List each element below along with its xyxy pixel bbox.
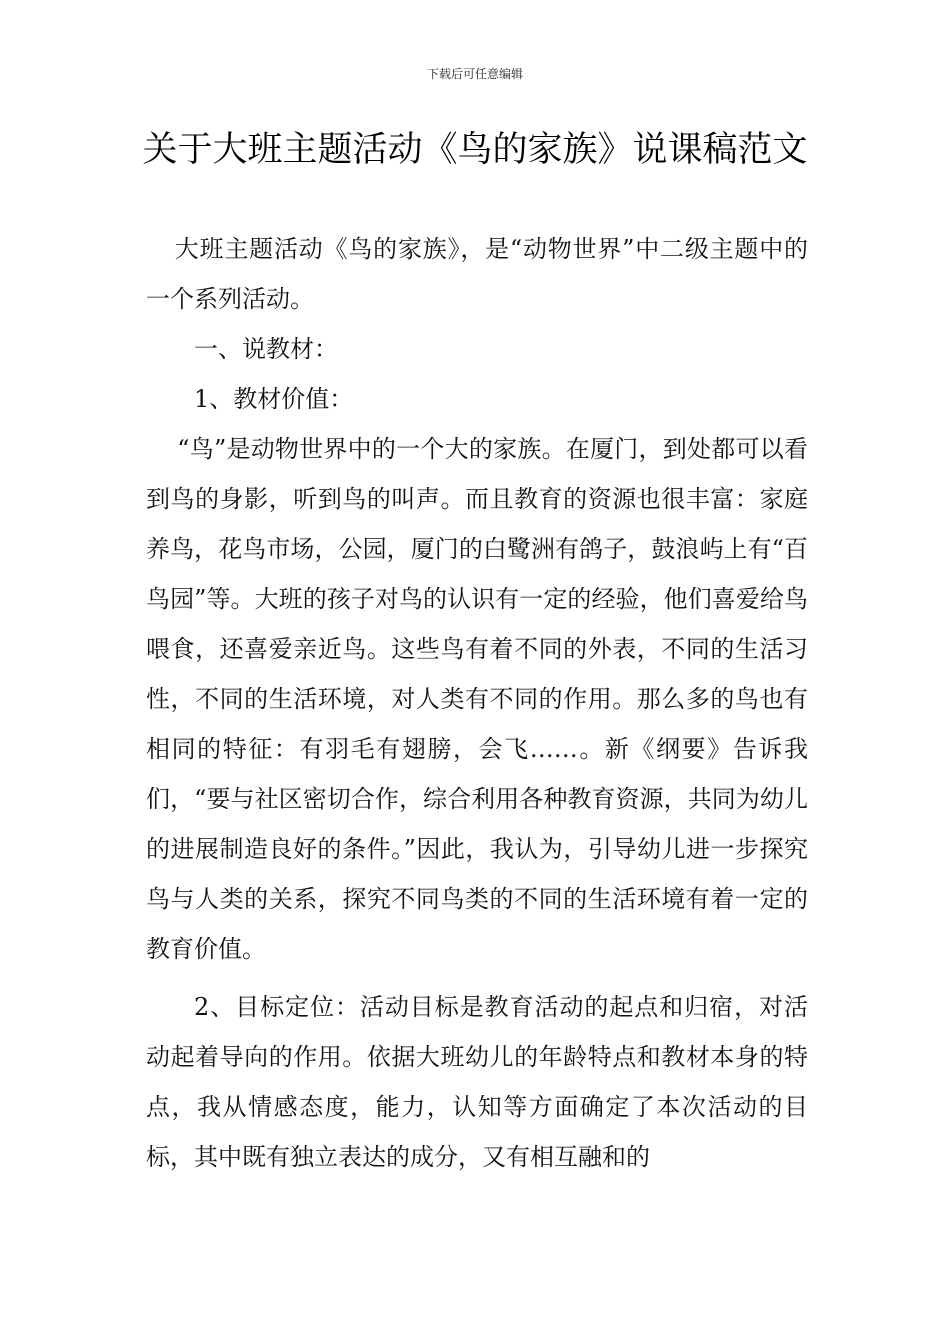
document-title: 关于大班主题活动《鸟的家族》说课稿范文 <box>142 130 808 170</box>
section-heading-textbook: 一、说教材： <box>194 335 338 363</box>
subheading-textbook-value: 1、教材价值： <box>194 385 354 413</box>
paragraph-goal-positioning: 2、目标定位：活动目标是教育活动的起点和归宿，对活动起着导向的作用。依据大班幼儿的年龄特点和教材本身的特点，我从情感态度，能力，认知等方面确定了本次活动的目标，其中既有独立表达的成分，又有相互融和的 <box>146 993 808 1171</box>
page-header-note: 下载后可任意编辑 <box>426 67 523 81</box>
paragraph-textbook-value: “鸟”是动物世界中的一个大的家族。在厦门，到处都可以看到鸟的身影，听到鸟的叫声。而且教育的资源也很丰富：家庭养鸟，花鸟市场，公园，厦门的白鹭洲有鸽子，鼓浪屿上有“百鸟园”等。大班的孩子对鸟的认识有一定的经验，他们喜爱给鸟喂食，还喜爱亲近鸟。这些鸟有着不同的外表，不同的生活习性，不同的生活环境，对人类有不同的作用。那么多的鸟也有相同的特征：有羽毛有翅膀，会飞……。新《纲要》告诉我们，“要与社区密切合作，综合利用各种教育资源，共同为幼儿的进展制造良好的条件。”因此，我认为，引导幼儿进一步探究鸟与人类的关系，探究不同鸟类的不同的生活环境有着一定的教育价值。 <box>146 435 808 963</box>
document-body <box>146 224 808 1182</box>
paragraph-intro: 大班主题活动《鸟的家族》，是“动物世界”中二级主题中的一个系列活动。 <box>146 235 808 313</box>
